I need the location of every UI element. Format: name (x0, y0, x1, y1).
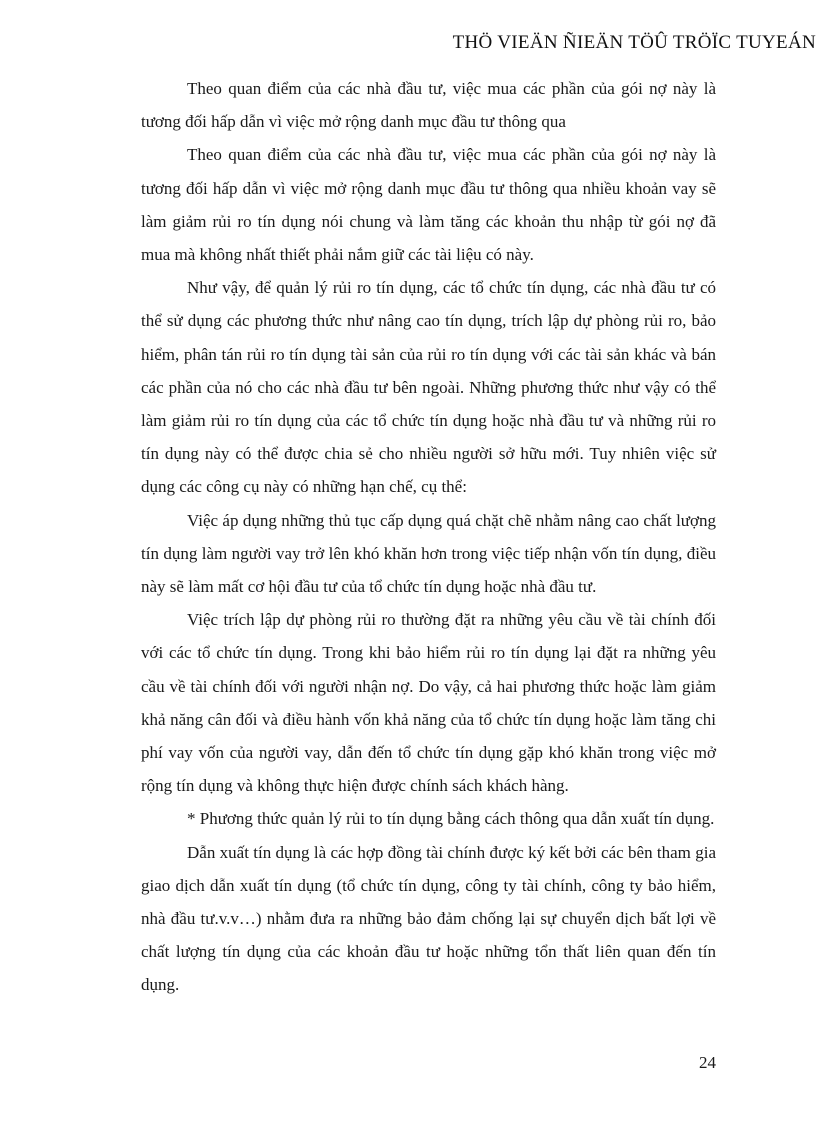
body-text (141, 72, 716, 1002)
page-number: 24 (699, 1053, 716, 1072)
paragraph: * Phương thức quản lý rủi to tín dụng bằng cách thông qua dẫn xuất tín dụng. (187, 809, 715, 829)
paragraph: Theo quan điểm của các nhà đầu tư, việc mua các phần của gói nợ này là tương đối hấp dẫn vì việc mở rộng danh mục đầu tư thông qua nhiều khoản vay sẽ làm giảm rủi ro tín dụng nói chung và làm tăng các khoản thu nhập từ gói nợ đã mua mà không nhất thiết phải nắm giữ các tài liệu có này. (141, 145, 716, 265)
paragraph: Dẫn xuất tín dụng là các hợp đồng tài chính được ký kết bởi các bên tham gia giao dịch dẫn xuất tín dụng (tổ chức tín dụng, công ty tài chính, công ty bảo hiểm, nhà đầu tư.v.v…) nhằm đưa ra những bảo đảm chống lại sự chuyển dịch bất lợi về chất lượng tín dụng của các khoản đầu tư hoặc những tổn thất liên quan đến tín dụng. (141, 842, 716, 995)
paragraph: Việc áp dụng những thủ tục cấp dụng quá chặt chẽ nhằm nâng cao chất lượng tín dụng làm người vay trở lên khó khăn hơn trong việc tiếp nhận vốn tín dụng, điều này sẽ làm mất cơ hội đầu tư của tổ chức tín dụng hoặc nhà đầu tư. (141, 510, 716, 597)
paragraph: Như vậy, để quản lý rủi ro tín dụng, các tổ chức tín dụng, các nhà đầu tư có thể sử dụng các phương thức như nâng cao tín dụng, trích lập dự phòng rủi ro, bảo hiểm, phân tán rủi ro tín dụng tài sản của rủi ro tín dụng với các tài sản khác và bán các phần của nó cho các nhà đầu tư bên ngoài. Những phương thức như vậy có thể làm giảm rủi ro tín dụng của các tổ chức tín dụng hoặc nhà đầu tư và những rủi ro tín dụng này có thể được chia sẻ cho nhiều người sở hữu mới. Tuy nhiên việc sử dụng các công cụ này có những hạn chế, cụ thể: (141, 278, 716, 497)
page-header: THÖ VIEÄN ÑIEÄN TÖÛ TRÖÏC TUYEÁN (452, 32, 816, 53)
paragraph: Theo quan điểm của các nhà đầu tư, việc mua các phần của gói nợ này là tương đối hấp dẫn vì việc mở rộng danh mục đầu tư thông qua (141, 79, 716, 132)
paragraph: Việc trích lập dự phòng rủi ro thường đặt ra những yêu cầu về tài chính đối với các tổ chức tín dụng. Trong khi bảo hiểm rủi ro tín dụng lại đặt ra những yêu cầu về tài chính đối với người nhận nợ. Do vậy, cả hai phương thức hoặc làm giảm khả năng cân đối và điều hành vốn khả năng của tổ chức tín dụng hoặc làm tăng chi phí vay vốn của người vay, dẫn đến tổ chức tín dụng gặp khó khăn trong việc mở rộng tín dụng và không thực hiện được chính sách khách hàng. (141, 610, 716, 796)
